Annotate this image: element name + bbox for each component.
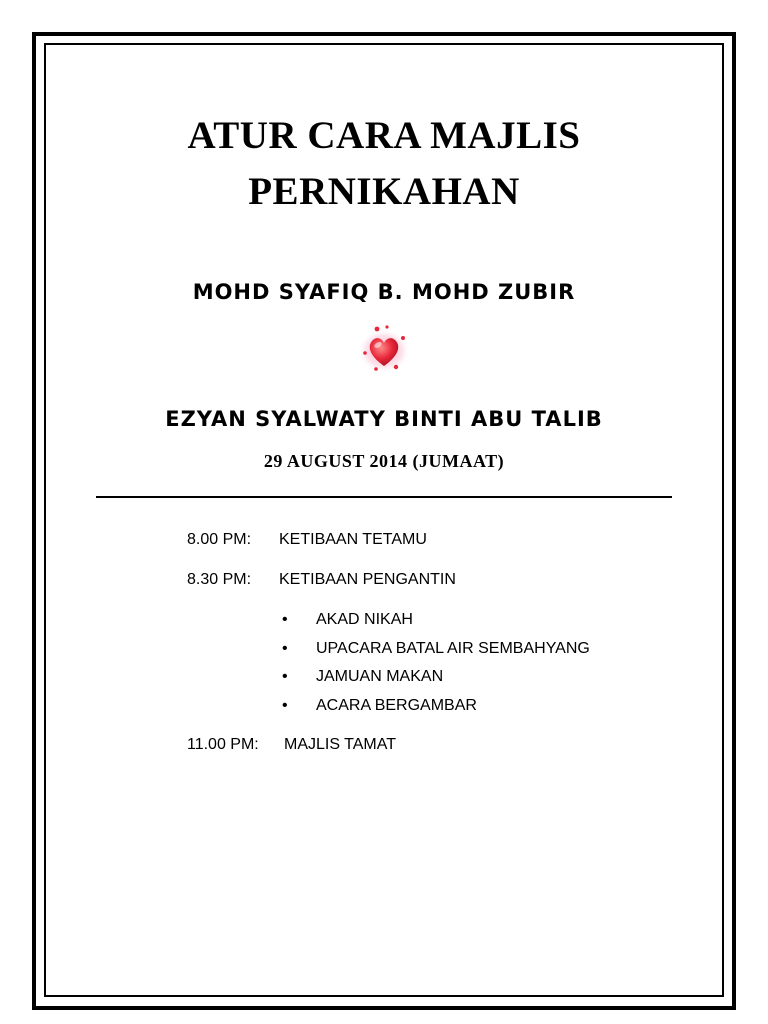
schedule-activity: KETIBAAN TETAMU [279, 531, 427, 548]
bullet-icon: • [282, 639, 288, 657]
schedule-time: 11.00 PM: [187, 736, 259, 753]
groom-name: MOHD SYAFIQ B. MOHD ZUBIR [192, 280, 576, 304]
sub-activity-label: UPACARA BATAL AIR SEMBAHYANG [316, 639, 590, 657]
bullet-icon: • [282, 611, 288, 628]
schedule-activity: MAJLIS TAMAT [284, 736, 397, 753]
list-item [282, 638, 590, 667]
event-date: 29 AUGUST 2014 (JUMAAT) [263, 451, 505, 471]
heart-icon [356, 323, 412, 375]
schedule-activity: KETIBAAN PENGANTIN [279, 571, 456, 588]
bride-name: EZYAN SYALWATY BINTI ABU TALIB [165, 407, 603, 431]
divider-line [96, 496, 672, 498]
list-item [282, 666, 590, 695]
sub-activity-label: ACARA BERGAMBAR [316, 696, 477, 714]
list-item [282, 695, 590, 724]
sub-activity-label: JAMUAN MAKAN [316, 668, 444, 685]
list-item [282, 609, 590, 638]
schedule-time: 8.30 PM: [187, 571, 252, 588]
page-title-line-2: PERNIKAHAN [248, 170, 520, 213]
sub-activity-list [282, 609, 590, 723]
schedule-row [187, 531, 427, 549]
bullet-icon: • [282, 696, 288, 714]
page-title-line-1: ATUR CARA MAJLIS [187, 114, 581, 157]
schedule-row [187, 571, 456, 589]
sub-activity-label: AKAD NIKAH [316, 611, 413, 628]
schedule-row [187, 736, 396, 754]
bullet-icon: • [282, 668, 288, 685]
schedule-time: 8.00 PM: [187, 531, 252, 548]
